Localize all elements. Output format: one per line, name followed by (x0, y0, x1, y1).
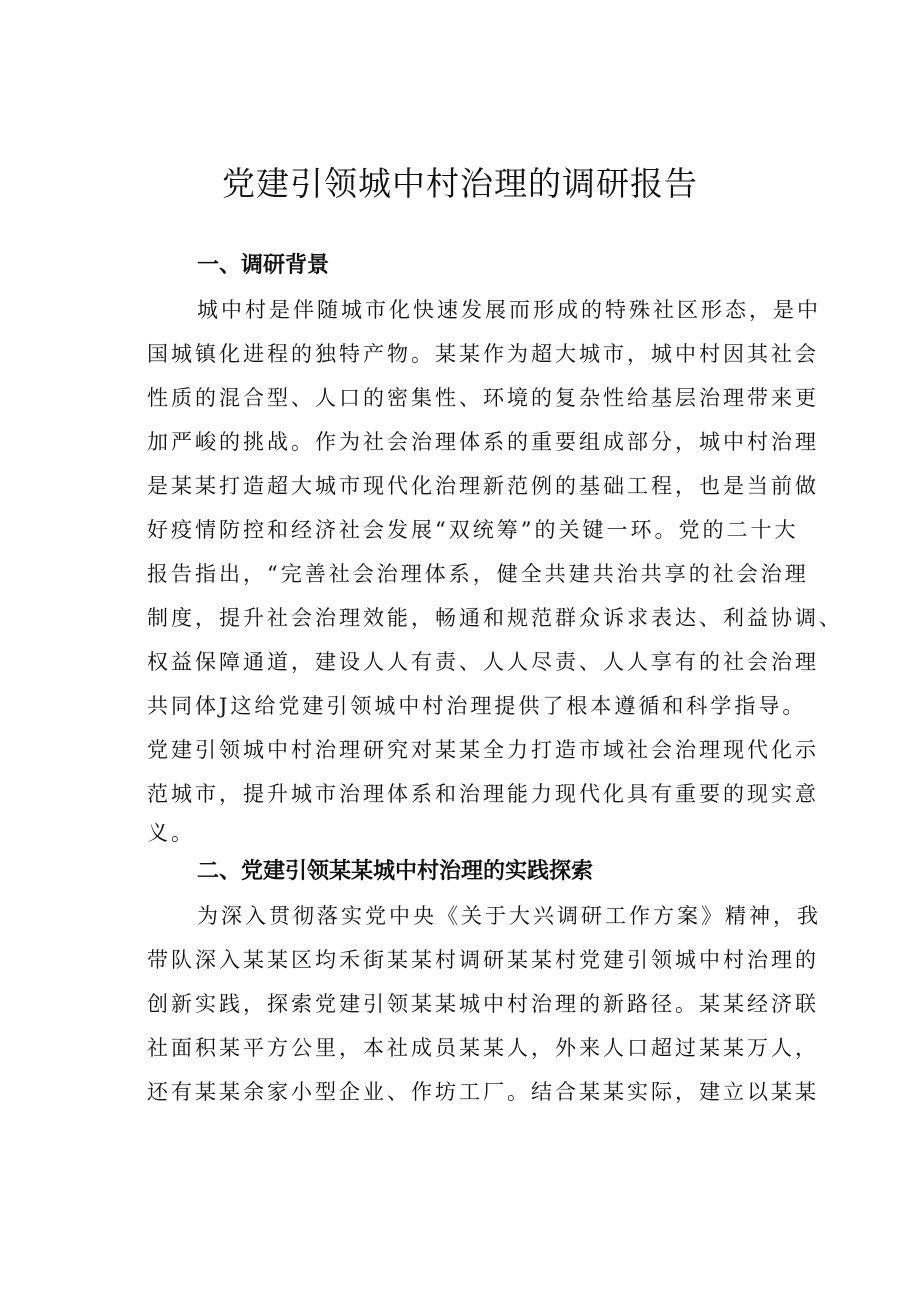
paragraph-line: 带队深入某某区均禾街某某村调研某某村党建引领城中村治理的 (147, 948, 819, 972)
paragraph-line: 还有某某余家小型企业、作坊工厂。结合某某实际，建立以某某 (147, 1080, 819, 1104)
paragraph-line: 城中村是伴随城市化快速发展而形成的特殊社区形态，是中 (197, 298, 821, 322)
paragraph-line: 加严峻的挑战。作为社会治理体系的重要组成部分，城中村治理 (147, 430, 819, 454)
paragraph-line: 是某某打造超大城市现代化治理新范例的基础工程，也是当前做 (147, 474, 819, 498)
paragraph-line: 国城镇化进程的独特产物。某某作为超大城市，城中村因其社会 (147, 342, 819, 366)
document-title: 党建引领城中村治理的调研报告 (222, 164, 698, 203)
paragraph-line: 社面积某平方公里，本社成员某某人，外来人口超过某某万人， (147, 1036, 819, 1060)
paragraph-line: 报告指出，“完善社会治理体系，健全共建共治共享的社会治理 (147, 562, 809, 586)
paragraph-line: 权益保障通道，建设人人有责、人人尽责、人人享有的社会治理 (147, 650, 819, 674)
section-heading-background: 一、调研背景 (197, 253, 330, 278)
section-heading-practice: 二、党建引领某某城中村治理的实践探索 (197, 859, 594, 884)
paragraph-line: 性质的混合型、人口的密集性、环境的复杂性给基层治理带来更 (147, 386, 819, 410)
paragraph-line: 范城市，提升城市治理体系和治理能力现代化具有重要的现实意 (147, 782, 819, 806)
paragraph-line: 共同体J这给党建引领城中村治理提供了根本遵循和科学指导。 (147, 694, 807, 718)
paragraph-line: 好疫情防控和经济社会发展“双统筹”的关键一环。党的二十大 (147, 518, 799, 542)
paragraph-line: 义。 (147, 821, 195, 845)
paragraph-line: 创新实践，探索党建引领某某城中村治理的新路径。某某经济联 (147, 992, 819, 1016)
paragraph-line: 为深入贯彻落实党中央《关于大兴调研工作方案》精神，我 (197, 904, 821, 928)
paragraph-line: 党建引领城中村治理研究对某某全力打造市域社会治理现代化示 (147, 738, 819, 762)
paragraph-line: 制度，提升社会治理效能，畅通和规范群众诉求表达、利益协调、 (147, 606, 843, 630)
